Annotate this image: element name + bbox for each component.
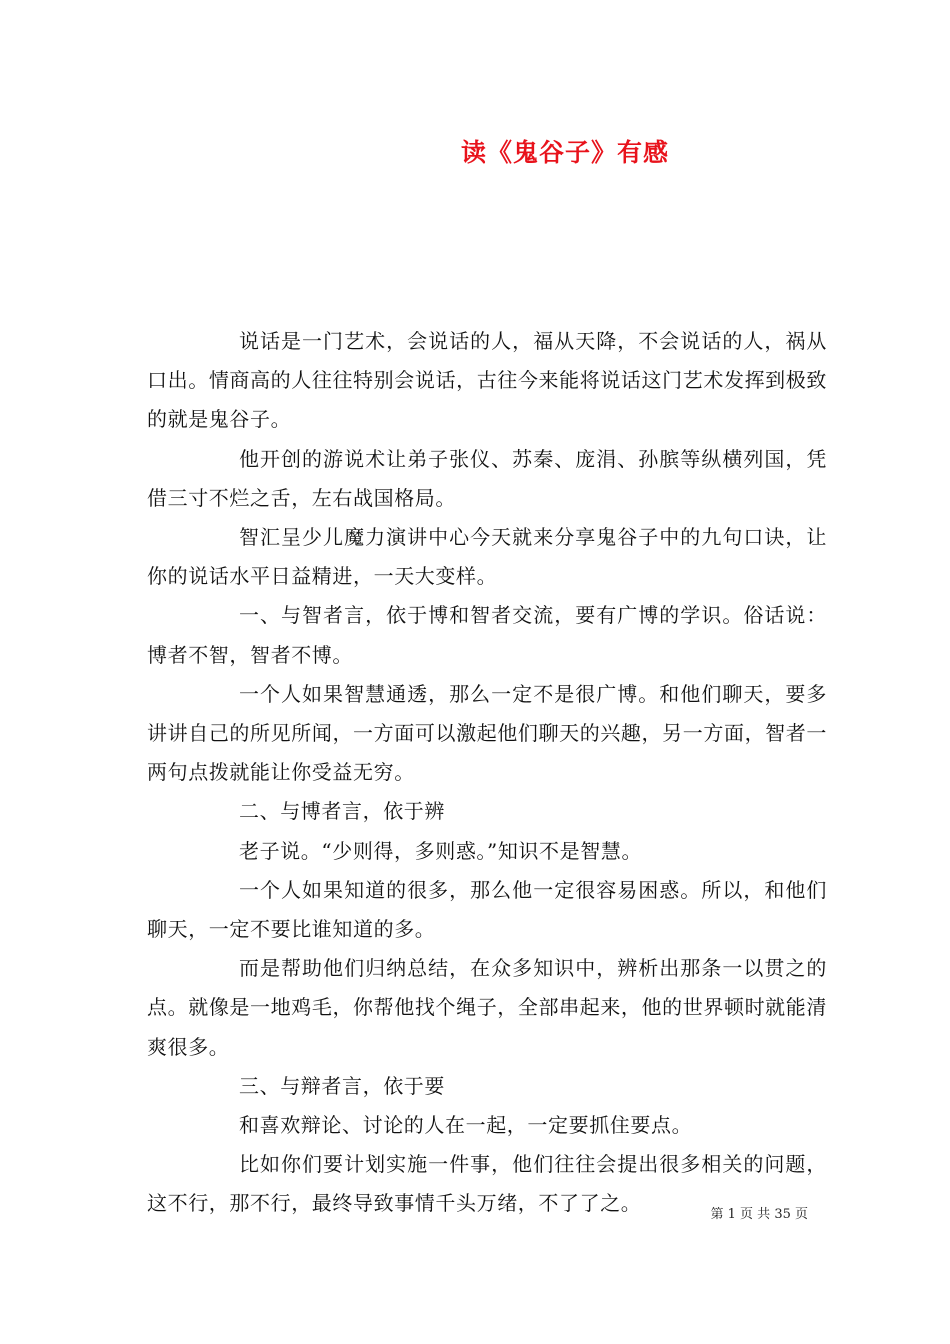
paragraph: 而是帮助他们归纳总结，在众多知识中，辨析出那条一以贯之的点。就像是一地鸡毛，你帮他找个绳子，全部串起来，他的世界顿时就能清爽很多。 [147,956,827,1059]
paragraph: 他开创的游说术让弟子张仪、苏秦、庞涓、孙膑等纵横列国，凭借三寸不烂之舌，左右战国格局。 [147,446,827,510]
paragraph: 一个人如果智慧通透，那么一定不是很广博。和他们聊天，要多讲讲自己的所见所闻，一方面可以激起他们聊天的兴趣，另一方面，智者一两句点拨就能让你受益无穷。 [147,681,827,785]
paragraph: 和喜欢辩论、讨论的人在一起，一定要抓住要点。 [239,1113,693,1138]
paragraph: 说话是一门艺术，会说话的人，福从天降，不会说话的人，祸从口出。情商高的人往往特别会说话，古往今来能将说话这门艺术发挥到极致的就是鬼谷子。 [147,329,827,432]
paragraph: 智汇呈少儿魔力演讲中心今天就来分享鬼谷子中的九句口诀，让你的说话水平日益精进，一天大变样。 [147,525,827,589]
section-heading: 三、与辩者言，依于要 [239,1073,445,1098]
paragraph: 一个人如果知道的很多，那么他一定很容易困惑。所以，和他们聊天，一定不要比谁知道的多。 [147,877,827,942]
paragraph: 一、与智者言，依于博和智者交流，要有广博的学识。俗话说：博者不智，智者不博。 [147,603,827,667]
document-title: 读《鬼谷子》有感 [460,138,669,167]
section-heading: 二、与博者言，依于辨 [239,799,445,824]
document-body [147,322,827,1224]
page-number-footer: 第 1 页 共 35 页 [710,1207,808,1222]
paragraph: 比如你们要计划实施一件事，他们往往会提出很多相关的问题，这不行，那不行，最终导致事情千头万绪，不了了之。 [147,1152,827,1216]
paragraph: 老子说。“少则得，多则惑。”知识不是智慧。 [239,838,643,863]
